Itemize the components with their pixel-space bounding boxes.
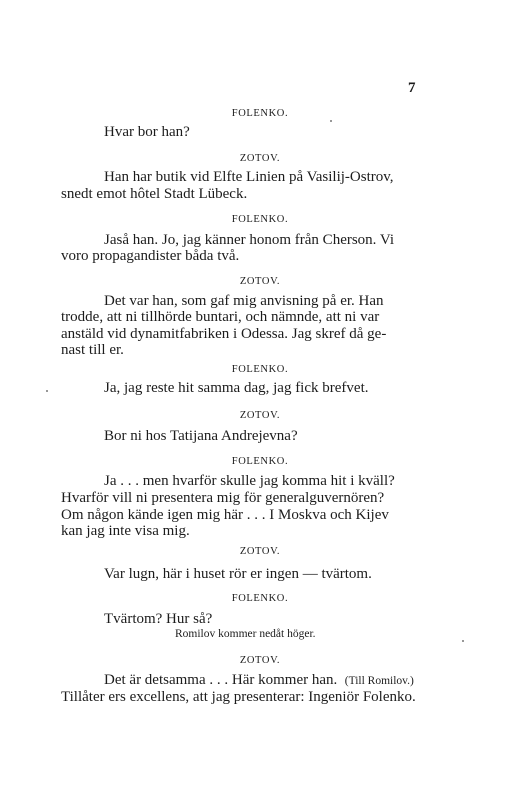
dialogue-line: Tvärtom? Hur så? [104, 611, 213, 627]
dialogue-line: Om någon kände igen mig här . . . I Moskva och Kijev [61, 507, 389, 523]
speaker-name: ZOTOV. [239, 153, 281, 164]
dialogue-line: voro propagandister båda två. [61, 248, 240, 264]
speaker-name: FOLENKO. [231, 214, 289, 225]
dialogue-line: Bor ni hos Tatijana Andrejevna? [104, 428, 298, 444]
dialogue-line: Han har butik vid Elfte Linien på Vasilij-Ostrov, [104, 169, 394, 185]
dialogue-line: kan jag inte visa mig. [61, 523, 190, 539]
speaker-name: FOLENKO. [231, 364, 289, 375]
dialogue-line: Det var han, som gaf mig anvisning på er. Han [104, 293, 384, 309]
inline-stage-direction: (Till Romilov.) [344, 675, 414, 687]
speaker-name: ZOTOV. [239, 410, 281, 421]
speaker-name: ZOTOV. [239, 276, 281, 287]
dialogue-line [61, 672, 481, 690]
dialogue-line: Ja, jag reste hit samma dag, jag fick brefvet. [104, 380, 369, 396]
dialogue-line: anstäld vid dynamitfabriken i Odessa. Jag skref då ge- [61, 326, 387, 342]
print-speck [330, 120, 332, 122]
dialogue-line: nast till er. [61, 342, 124, 358]
dialogue-line: Var lugn, här i huset rör er ingen — tvärtom. [104, 566, 372, 582]
dialogue-line: Hvarför vill ni presentera mig för generalguvernören? [61, 490, 385, 506]
print-speck [462, 640, 464, 642]
print-speck [46, 390, 48, 392]
dialogue-line: Jaså han. Jo, jag känner honom från Cherson. Vi [104, 232, 395, 248]
speaker-name: ZOTOV. [239, 546, 281, 557]
speaker-name: FOLENKO. [231, 456, 289, 467]
dialogue-line: Tillåter ers excellens, att jag presenterar: Ingeniör Folenko. [61, 689, 416, 705]
dialogue-line: snedt emot hôtel Stadt Lübeck. [61, 186, 248, 202]
page-number: 7 [408, 80, 416, 96]
dialogue-line: trodde, att ni tillhörde buntari, och nämnde, att ni var [61, 309, 380, 325]
dialogue-line: Hvar bor han? [104, 124, 190, 140]
speaker-name: FOLENKO. [231, 593, 289, 604]
speaker-name: FOLENKO. [231, 108, 289, 119]
dialogue-text: Det är detsamma . . . Här kommer han. [104, 672, 338, 688]
stage-direction: Romilov kommer nedåt höger. [175, 628, 316, 640]
dialogue-line: Ja . . . men hvarför skulle jag komma hit i kväll? [104, 473, 395, 489]
speaker-name: ZOTOV. [239, 655, 281, 666]
